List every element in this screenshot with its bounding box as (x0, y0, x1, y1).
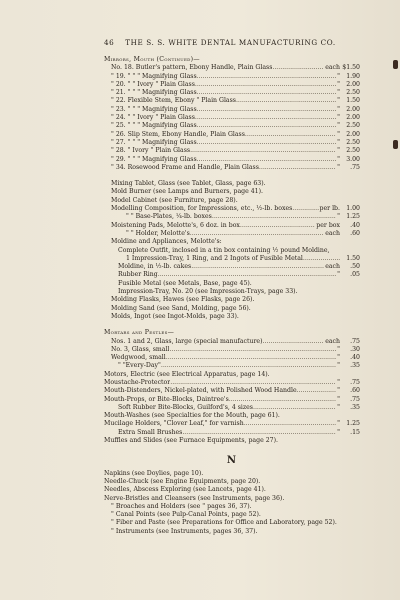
list-item: Mucilage Holders, "Clover Leaf," for varnish ..... " 1.25 (104, 420, 360, 428)
list-item: " 34. Rosewood Frame and Handle, Plain Glass ..... " .75 (104, 164, 360, 172)
list-item: " " Base-Plates, ¼-lb. boxes ..... " 1.25 (104, 213, 360, 221)
section-title-mortars: Mortars and Pestles— (104, 329, 175, 337)
list-item: Molding Flasks, Hawes (see Flasks, page 26). (111, 296, 255, 304)
list-item: " 26. Slip Stem, Ebony Handle, Plain Glass ..... " 2.00 (104, 131, 360, 139)
list-item: Motors, Electric (see Electrical Apparatus, page 14). (104, 370, 270, 378)
page-header (104, 38, 360, 47)
list-item: " "Every-Day" ..... " .35 (104, 362, 360, 370)
list-item: " Instruments (see Instruments, pages 36, 37). (111, 527, 258, 535)
list-item: " 19. " " " Magnifying Glass ..... " 1.90 (104, 73, 360, 81)
list-item: 1 Impression-Tray, 1 Ring, and 2 Ingots of Fusible Metal ..... 1.50 (104, 255, 360, 263)
list-item: Complete Outfit, inclosed in a tin box containing ½ pound Moldine, (118, 246, 330, 254)
list-item: " 20. " " Ivory " Plain Glass ..... " 2.00 (104, 81, 360, 89)
list-item: Nos. 1 and 2, Glass, large (special manufacture) ..... each .75 (104, 338, 360, 346)
list-item: Molding Sand (see Sand, Molding, page 56). (111, 304, 251, 312)
list-item: Molds, Ingot (see Ingot-Molds, page 33). (111, 312, 239, 320)
list-item: " Broaches and Holders (see " pages 36, 37). (111, 502, 252, 510)
list-item: Muffles and Slides (see Furnace Equipments, page 27). (104, 437, 278, 445)
mortars-list (104, 338, 360, 371)
list-item: " 24. " " Ivory " Plain Glass ..... " 2.00 (104, 114, 360, 122)
list-item: " 23. " " " Magnifying Glass ..... " 2.00 (104, 106, 360, 114)
list-item: No. 18. Butler's pattern, Ebony Handle, Plain Glass ..... each $1.50 (104, 64, 360, 72)
list-item: Mold Burner (see Lamps and Burners, page 41). (111, 188, 263, 196)
list-item: Needle-Chuck (see Engine Equipments, page 20). (104, 477, 261, 485)
list-item: " 22. Flexible Stem, Ebony " Plain Glass ..... " 1.50 (104, 97, 360, 105)
list-item: Extra Small Brushes ..... " .15 (104, 429, 360, 437)
binding-mark (393, 140, 398, 149)
list-item: " 29. " " " Magnifying Glass ..... " 3.00 (104, 156, 360, 164)
list-item: Mouth-Props, or Bite-Blocks, Daintree's ..... " .75 (104, 396, 360, 404)
list-item: Soft Rubber Bite-Blocks, Guilford's, 4 sizes ..... " .35 (104, 404, 360, 412)
section-title-mirrors: Mirrors, Mouth (Continued)— (104, 56, 200, 63)
list-item: " 25. " " " Magnifying Glass ..... " 2.50 (104, 122, 360, 130)
list-item: Mouth-Distenders, Nickel-plated, with Polished Wood Handle ..... " .60 (104, 387, 360, 395)
list-item: Nerve-Bristles and Cleansers (see Instruments, page 36). (104, 494, 285, 502)
list-item: Impression-Tray, No. 20 (see Impression-Trays, page 33). (118, 288, 298, 296)
list-item: Rubber Ring ..... " .05 (104, 271, 360, 279)
list-item: Napkins (see Doylies, page 10). (104, 469, 204, 477)
list-item: Mouth-Washes (see Specialties for the Mouth, page 61). (104, 412, 280, 420)
list-item: " 21. " " " Magnifying Glass ..... " 2.50 (104, 89, 360, 97)
catalog-content (104, 56, 360, 536)
list-item: " " Holder, Melotte's ..... each .60 (104, 230, 360, 238)
list-item: Modelling Composition, for Impressions, etc., ½-lb. boxes ..... per lb. 1.00 (104, 205, 360, 213)
list-item: Mixing Tablet, Glass (see Tablet, Glass, page 63). (111, 180, 266, 188)
running-title: THE S. S. WHITE DENTAL MANUFACTURING CO. (125, 38, 336, 47)
list-item: " 28. " Ivory " Plain Glass ..... " 2.50 (104, 147, 360, 155)
list-item: " 27. " " " Magnifying Glass ..... " 2.50 (104, 139, 360, 147)
list-item: Moldine and Appliances, Melotte's: (111, 238, 222, 246)
list-item: Moustache-Protector ..... " .75 (104, 379, 360, 387)
list-item: " Fiber and Paste (see Preparations for Office and Laboratory, page 52). (111, 519, 337, 527)
list-item: No. 3, Glass, small ..... " .30 (104, 346, 360, 354)
list-item: " Canal Points (see Pulp-Canal Points, page 52). (111, 511, 261, 519)
page-number: 46 (104, 38, 115, 47)
list-item: Wedgwood, small ..... " .40 (104, 354, 360, 362)
binding-mark (393, 60, 398, 69)
list-item: Moldine, in ½-lb. cakes ..... each .50 (104, 263, 360, 271)
list-item: Model Cabinet (see Furniture, page 28). (111, 196, 238, 204)
section-letter-n: N (226, 455, 238, 467)
list-item: Needles, Abscess Exploring (see Lancets, page 41). (104, 486, 266, 494)
mirrors-list (104, 64, 360, 172)
list-item: Moistening Pads, Melotte's, 6 doz. in box ..... per box .40 (104, 222, 360, 230)
list-item: Fusible Metal (see Metals, Base, page 45). (118, 279, 252, 287)
